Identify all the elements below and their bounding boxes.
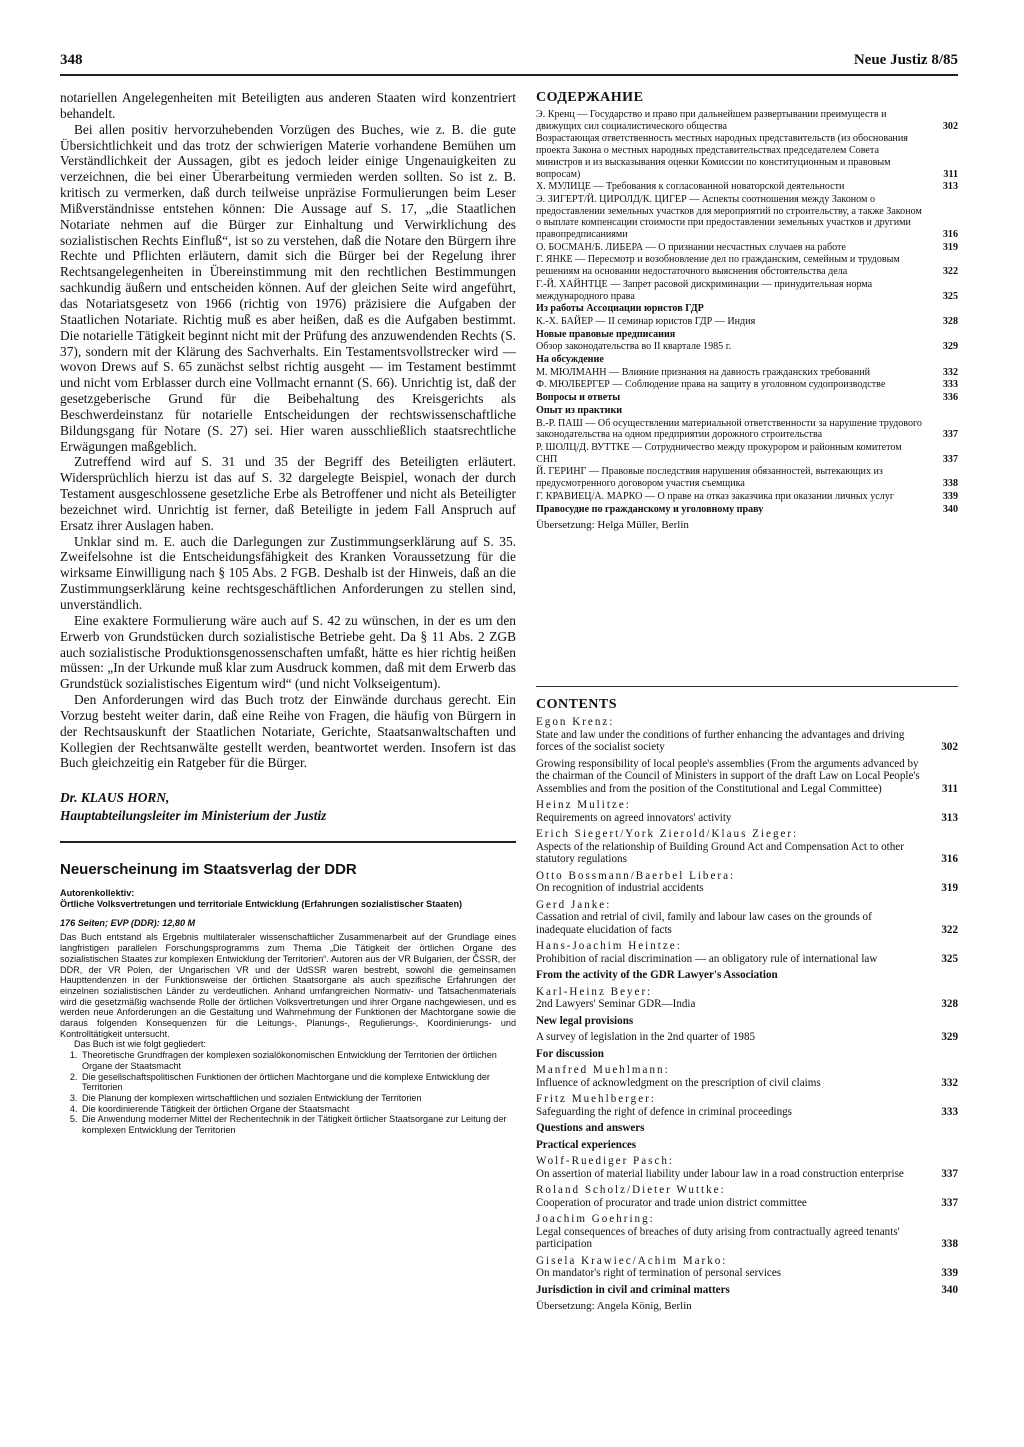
toc-entry-page: 322	[942, 266, 958, 278]
toc-entry-title: On mandator's right of termination of personal services	[536, 1267, 782, 1279]
toc-entry-title: О. БОСМАН/Б. ЛИБЕРА — О признании несчастных случаев на работе	[536, 241, 846, 253]
toc-entry-page: 338	[942, 478, 958, 490]
announcement-structure-intro: Das Buch ist wie folgt gegliedert:	[74, 1039, 206, 1050]
toc-entry-page: 340	[941, 1283, 958, 1296]
toc-entry-author: Karl-Heinz Beyer:	[536, 985, 653, 998]
toc-entry-author: Manfred Muehlmann:	[536, 1064, 670, 1076]
toc-entry-page: 325	[941, 952, 958, 965]
toc-entry-author: Hans-Joachim Heintze:	[536, 940, 682, 952]
toc-entry-author: Otto Bossmann/Baerbel Libera:	[536, 869, 736, 882]
toc-entry	[536, 758, 958, 796]
toc-entry	[536, 504, 958, 516]
toc-entry-title: Legal consequences of breaches of duty arising from contractually agreed tenants' participation	[536, 1225, 900, 1250]
toc-entry	[536, 969, 958, 982]
list-item: 5. Die Anwendung moderner Mittel der Rechentechnik in der Tätigkeit örtlicher Staatsorgane zur Leitung der komplexen Entwicklung der Territorien	[80, 1114, 516, 1135]
toc-entry	[536, 392, 958, 404]
toc-entry-author: Egon Krenz:	[536, 716, 615, 728]
announcement-title: Neuerscheinung im Staatsverlag der DDR	[60, 861, 357, 879]
toc-entry-title: Обзор законодательства во II квартале 1985 г.	[536, 341, 732, 353]
toc-english-heading: CONTENTS	[536, 697, 618, 712]
toc-entry-page: 339	[942, 490, 958, 502]
toc-entry-title: Growing responsibility of local people's assemblies (From the arguments advanced by the chairman of the Council of Ministers in support of the draft Law on Local People's Assemblies and from the position of the Constitutional and Legal Committee)	[536, 757, 920, 795]
toc-entry-page: 311	[941, 782, 958, 795]
toc-entry-page: 337	[941, 1196, 958, 1209]
announcement-body: Das Buch entstand als Ergebnis multilateraler wissenschaftlicher Zusammenarbeit auf der Grundlage eines langfristigen parallelen Forschungsprogramms zum Thema „Die Tätigkeit der örtlichen Organe des sozialistischen Staates zur komplexen Entwicklung der Territorien“. Autoren aus der VR Bulgarien, der ČSSR, der DDR, der VR Polen, der Ungarischen VR und der UdSSR waren bestrebt, sowohl die gemeinsamen Haupttendenzen in der Funktionsweise der örtlichen Staatsorgane als auch spezifische Erfahrungen der einzelnen sozialistischen Länder zu verdeutlichen. Anhand umfangreichen Normativ- und Tatsachenmaterials wird die gesetzmäßig wachsende Rolle der örtlichen Volksvertretungen und ihrer Organe nachgewiesen, und es werden neue Anforderungen an die Gestaltung und Wahrnehmung der Funktionen der Machtorgane sowie die daraus folgenden Konsequenzen für die Leitungs-, Planungs-, Regulierungs-, Koordinierungs- und Kontrolltätigkeit untersucht.	[60, 932, 516, 1039]
toc-entry-page: 337	[942, 453, 958, 465]
review-paragraph: Den Anforderungen wird das Buch trotz der Einwände durchaus gerecht. Ein Vorzug besteht weiter darin, daß eine Reihe von Fragen, die häufig von Bürgern in der Rechtsauskunft der Staatlichen Notariate, Gerichte, Staatsanwaltschaften und Kollegien der Rechtsanwälte gestellt werden, beantwortet werden. Insofern ist das Buch gleichzeitig ein Ratgeber für die Bürger.	[60, 692, 516, 771]
toc-entry-title: Questions and answers	[536, 1122, 645, 1134]
toc-entry-title: Cassation and retrial of civil, family and labour law cases on the grounds of inadequate elucidation of facts	[536, 911, 872, 936]
toc-entry	[536, 491, 958, 503]
toc-entry-title: From the activity of the GDR Lawyer's Association	[536, 969, 778, 981]
toc-entry	[536, 316, 958, 328]
toc-entry	[536, 986, 958, 1011]
review-paragraph: Eine exaktere Formulierung wäre auch auf S. 42 zu wünschen, in der es um den Erwerb von Grundstücken durch sozialistische Betriebe geht. Da § 11 Abs. 2 ZGB auch sozialistische Produktionsgenossenschaften umfaßt, hätte es hier richtig heißen müssen: „In der Urkunde muß klar zum Ausdruck kommen, daß mit dem Erwerb das Grundstück sozialistisches Eigentum wird“ (und nicht Volkseigentum).	[60, 612, 516, 692]
toc-entry-page: 339	[941, 1267, 958, 1279]
toc-entry-title: Safeguarding the right of defence in criminal proceedings	[536, 1105, 792, 1118]
list-item: 3. Die Planung der komplexen wirtschaftlichen und sozialen Entwicklung der Territorien	[80, 1093, 516, 1104]
page-header	[60, 52, 958, 76]
toc-russian-heading: СОДЕРЖАНИЕ	[536, 90, 644, 105]
toc-entry-title: On assertion of material liability under labour law in a road construction enterprise	[536, 1167, 904, 1180]
toc-entry	[536, 418, 958, 441]
toc-entry	[536, 828, 958, 866]
toc-entry	[536, 1122, 958, 1135]
toc-entry-title: A survey of legislation in the 2nd quarter of 1985	[536, 1031, 756, 1043]
toc-entry-page: 311	[943, 168, 958, 180]
toc-entry	[536, 1139, 958, 1152]
toc-entry	[536, 899, 958, 937]
toc-entry-title: New legal provisions	[536, 1014, 634, 1027]
toc-entry	[536, 799, 958, 824]
toc-entry-page: 313	[941, 811, 958, 824]
review-paragraph: notariellen Angelegenheiten mit Beteiligten aus anderen Staaten wird konzentriert behandelt.	[60, 90, 516, 121]
toc-entry-title: Из работы Ассоциации юристов ГДР	[536, 303, 704, 315]
announcement-price: 176 Seiten; EVP (DDR): 12,80 M	[60, 917, 196, 928]
toc-entry	[536, 1093, 958, 1118]
toc-entry-title: On recognition of industrial accidents	[536, 882, 704, 894]
toc-entry-title: Jurisdiction in civil and criminal matters	[536, 1283, 730, 1296]
toc-russian-list	[536, 109, 958, 515]
toc-entry-title: Prohibition of racial discrimination — an obligatory rule of international law	[536, 952, 878, 965]
toc-entry-page: 333	[942, 379, 958, 391]
toc-entry-page: 302	[942, 120, 958, 132]
toc-entry-title: Practical experiences	[536, 1138, 637, 1151]
toc-entry-page: 337	[942, 429, 958, 441]
toc-entry-title: State and law under the conditions of further enhancing the advantages and driving forces of the socialist society	[536, 728, 905, 753]
toc-entry-title: Р. ШОЛЦ/Д. ВУТТКЕ — Сотрудничество между прокурором и районным комитетом СНП	[536, 441, 902, 465]
toc-entry-author: Gerd Janke:	[536, 898, 612, 911]
toc-russian-translator: Übersetzung: Helga Müller, Berlin	[536, 519, 689, 532]
toc-entry	[536, 870, 958, 895]
toc-entry-title: Influence of acknowledgment on the prescription of civil claims	[536, 1076, 821, 1089]
toc-entry	[536, 242, 958, 254]
toc-entry-author: Fritz Muehlberger:	[536, 1093, 656, 1105]
divider	[536, 686, 958, 687]
toc-entry-title: Г. ЯНКЕ — Пересмотр и возобновление дел по гражданским, семейным и трудовым решениям на основании недостаточного выяснения обстоятельства дела	[536, 254, 900, 278]
announcement-collective: Autorenkollektiv:	[60, 888, 135, 899]
toc-entry-title: К.-Х. БАЙЕР — II семинар юристов ГДР — Индия	[536, 315, 756, 327]
toc-entry-page: 340	[942, 503, 958, 515]
toc-entry	[536, 1255, 958, 1280]
toc-entry-page: 333	[941, 1105, 958, 1118]
review-paragraph: Bei allen positiv hervorzuhebenden Vorzügen des Buches, wie z. B. die gute Übersichtlichkeit und das trotz der schwierigen Materie vorhandene Bemühen um Verständlichkeit der Aussagen, gibt es jedoch leider einige Ungenauigkeiten zu verzeichnen, die bei einer Überarbeitung vermieden werden sollten. So ist z. B. kritisch zu vermerken, daß durch teilweise unpräzise Formulierungen beim Leser Mißverständnisse entstehen können: Die Aussage auf S. 17, „die Staatlichen Notariate nehmen auf die Bürger zur Einhaltung und Verwirklichung des sozialistischen Rechts Einfluß“, ist so zu verstehen, daß die Notare den Bürgern ihre Rechte und Pflichten erläutern, damit sich die Bürger bei der Regelung ihrer Rechtsangelegenheiten in Übereinstimmung mit den rechtlichen Bestimmungen sachkundig äußern und entscheiden können. Auf der gleichen Seite wird angeführt, das Notariatsgesetz von 1966 (richtig von 1976) präzisiere die Aufgaben der Staatlichen Notariate. Richtig muß es aber heißen, daß es die Aufgaben bestimmt. Die notarielle Tätigkeit beginnt nicht mit der Prüfung des anzuwendenden Rechts (S. 37), sondern mit der Klärung des Sachverhalts. Ein Testamentsvollstrecker wird — wovon Drews auf S. 65 zunächst selbst richtig ausgeht — im Testament bestimmt und nicht vom Erblasser durch eine Vollmacht ernannt (S. 66). Unrichtig ist, daß der gesetzgeberische Grund für die Beibehaltung des Kreisgerichts als Beschwerdeinstanz für notarielle Entscheidungen der rechtswissenschaftliche Bildungsgang für Notare (S. 27) sei. Hier waren ausschließlich staatsrechtliche Erwägungen maßgeblich.	[60, 121, 516, 454]
page-number: 348	[60, 52, 83, 68]
toc-english-translator: Übersetzung: Angela König, Berlin	[536, 1300, 692, 1312]
toc-entry-title: Aspects of the relationship of Building Ground Act and Compensation Act to other statutory regulations	[536, 840, 904, 865]
toc-entry	[536, 254, 958, 277]
toc-entry-page: 316	[942, 229, 958, 241]
toc-entry	[536, 716, 958, 754]
toc-entry	[536, 181, 958, 193]
toc-entry-page: 336	[942, 392, 958, 404]
toc-entry	[536, 940, 958, 965]
toc-entry-title: Й. ГЕРИНГ — Правовые последствия нарушения обязанностей, вытекающих из предусмотренного договором участия съемщика	[536, 466, 883, 490]
toc-entry-title: Х. МУЛИЦЕ — Требования к согласованной новаторской деятельности	[536, 181, 845, 193]
left-column	[60, 90, 516, 1136]
toc-entry-page: 332	[941, 1076, 958, 1089]
toc-entry-title: Cooperation of procurator and trade union district committee	[536, 1196, 807, 1209]
toc-entry	[536, 329, 958, 341]
announcement	[60, 888, 516, 1135]
chapter-list	[60, 1050, 516, 1136]
toc-entry	[536, 1284, 958, 1297]
toc-entry-title: В.-Р. ПАШ — Об осуществлении материальной ответственности за нарушение трудового законодательства на одном предприятии дорожного строительства	[536, 417, 922, 441]
toc-entry-title: Правосудие по гражданскому и уголовному праву	[536, 503, 764, 515]
toc-entry-author: Joachim Goehring:	[536, 1213, 655, 1225]
toc-russian	[536, 90, 958, 531]
toc-entry-page: 329	[942, 341, 958, 353]
toc-entry	[536, 279, 958, 302]
toc-entry-page: 319	[942, 241, 958, 253]
toc-entry-title: 2nd Lawyers' Seminar GDR—India	[536, 998, 696, 1010]
toc-entry-title: Г.-Й. ХАЙНТЦЕ — Запрет расовой дискриминации — принудительная норма международного права	[536, 278, 873, 302]
toc-entry	[536, 303, 958, 315]
toc-entry	[536, 341, 958, 353]
toc-entry	[536, 379, 958, 391]
toc-entry	[536, 1015, 958, 1028]
toc-entry-page: 302	[941, 741, 958, 753]
toc-entry	[536, 466, 958, 489]
announcement-book-title: Örtliche Volksvertretungen und territoriale Entwicklung (Erfahrungen sozialistischer Staaten)	[60, 898, 463, 909]
toc-entry-page: 329	[941, 1031, 958, 1043]
review-signature	[60, 789, 516, 825]
toc-english-list	[536, 716, 958, 1296]
toc-entry-page: 332	[942, 366, 958, 378]
toc-entry-page: 325	[942, 290, 958, 302]
toc-entry	[536, 194, 958, 241]
toc-entry-title: Э. ЗИГЕРТ/Й. ЦИРОЛД/К. ЦИГЕР — Аспекты соотношения между Законом о предоставлении земельных участков для мероприятий по строительству, а также Законом о выплате компенсации стоимости при предоставлении земельных участков и другими правопредписаниями	[536, 193, 922, 241]
toc-entry-author: Gisela Krawiec/Achim Marko:	[536, 1254, 728, 1267]
toc-entry-page: 319	[941, 882, 958, 894]
toc-entry-title: Новые правовые предписания	[536, 328, 676, 340]
review-author-title: Hauptabteilungsleiter im Ministerium der Justiz	[60, 808, 327, 824]
toc-entry-title: Возрастающая ответственность местных народных представительств (из обоснования проекта Закона о местных народных представительствах председателем Совета министров и из высказывания оценки Комиссии по конституционным и правовым вопросам)	[536, 133, 908, 180]
list-item: 4. Die koordinierende Tätigkeit der örtlichen Organe der Staatsmacht	[80, 1104, 516, 1115]
toc-entry-title: Опыт из практики	[536, 404, 623, 416]
divider	[60, 841, 516, 843]
toc-entry-title: Requirements on agreed innovators' activity	[536, 811, 732, 824]
review-paragraph: Zutreffend wird auf S. 31 und 35 der Begriff des Beteiligten erläutert. Widersprüchlich hierzu ist das auf S. 32 dargelegte Beispiel, wonach der durch Testament ausgeschlossene gesetzliche Erbe als Betroffener und nicht als Beteiligter bezeichnet wird. Unrichtig ist ferner, daß Beteiligte in jedem Fall Anspruch auf Ersatz ihrer Auslagen haben.	[60, 454, 516, 533]
toc-entry-title: Ф. МЮЛБЕРГЕР — Соблюдение права на защиту в уголовном судопроизводстве	[536, 379, 886, 391]
toc-entry	[536, 1213, 958, 1251]
toc-english	[536, 697, 958, 1312]
toc-entry-title: М. МЮЛМАНН — Влияние признания на давность гражданских требований	[536, 366, 871, 378]
toc-entry	[536, 367, 958, 379]
toc-entry	[536, 354, 958, 366]
toc-entry-title: На обсуждение	[536, 354, 604, 366]
toc-entry-page: 328	[941, 998, 958, 1010]
toc-entry-page: 313	[942, 181, 958, 193]
toc-entry-title: Г. КРАВИЕЦ/А. МАРКО — О праве на отказ заказчика при оказании личных услуг	[536, 490, 895, 502]
toc-entry-page: 322	[941, 923, 958, 936]
toc-entry-author: Wolf-Ruediger Pasch:	[536, 1155, 675, 1167]
toc-entry-page: 337	[941, 1167, 958, 1180]
review-paragraph: Unklar sind m. E. auch die Darlegungen zur Zustimmungserklärung auf S. 35. Zweifelsohne ist die Entscheidungsfähigkeit des Kranken Voraussetzung für die wirksame Einwilligung nach § 105 Abs. 2 FGB. Deshalb ist der Hinweis, daß an die Zustimmungserklärung keine rechtsgeschäftlichen Anforderungen zu stellen sind, unverständlich.	[60, 533, 516, 612]
toc-entry-author: Roland Scholz/Dieter Wuttke:	[536, 1184, 726, 1196]
journal-title: Neue Justiz 8/85	[853, 52, 958, 68]
toc-entry-page: 328	[942, 315, 958, 327]
toc-entry	[536, 1048, 958, 1061]
review-author: Dr. KLAUS HORN,	[60, 790, 170, 806]
toc-entry-title: Э. Кренц — Государство и право при дальнейшем развертывании преимуществ и движущих сил социалистического общества	[536, 109, 887, 132]
toc-entry	[536, 405, 958, 417]
list-item: 1. Theoretische Grundfragen der komplexen sozialökonomischen Entwicklung der Territorien der örtlichen Organe der Staatsmacht	[80, 1050, 516, 1071]
toc-entry	[536, 1064, 958, 1089]
toc-entry	[536, 109, 958, 132]
toc-entry-title: Вопросы и ответы	[536, 392, 621, 404]
toc-entry	[536, 1184, 958, 1209]
toc-entry	[536, 442, 958, 465]
toc-entry	[536, 1031, 958, 1044]
toc-entry	[536, 133, 958, 180]
book-review	[60, 90, 516, 825]
toc-entry-page: 338	[941, 1238, 958, 1250]
toc-entry-author: Heinz Mulitze:	[536, 799, 631, 811]
list-item: 2. Die gesellschaftspolitischen Funktionen der örtlichen Machtorgane und die komplexe Entwicklung der Territorien	[80, 1072, 516, 1093]
toc-entry-author: Erich Siegert/York Zierold/Klaus Zieger:	[536, 828, 799, 840]
toc-entry	[536, 1155, 958, 1180]
toc-entry-title: For discussion	[536, 1047, 604, 1060]
toc-entry-page: 316	[941, 853, 958, 865]
